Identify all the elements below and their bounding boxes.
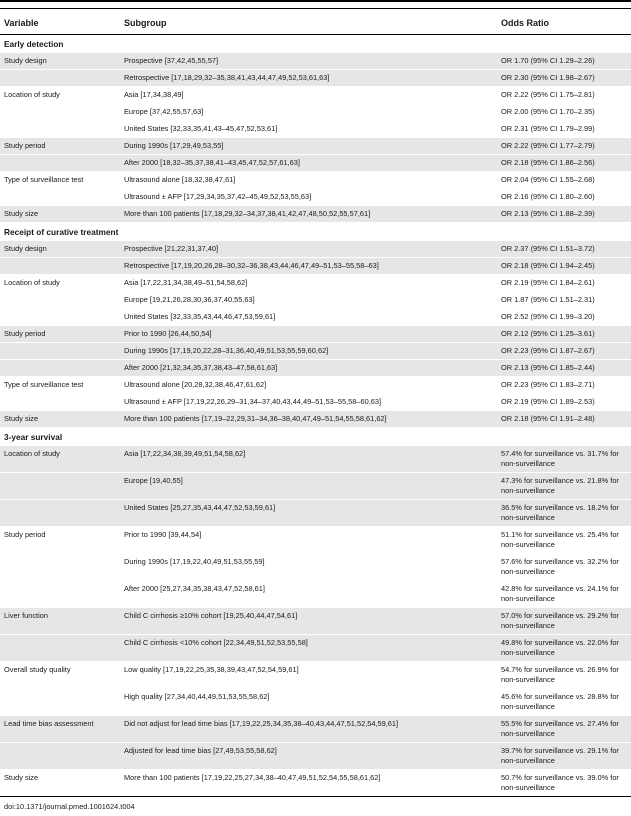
subgroup-cell: More than 100 patients [17,18,29,32–34,37,38,41,42,47,48,50,52,55,57,61] bbox=[120, 206, 497, 223]
section-title: 3-year survival bbox=[0, 428, 631, 446]
header-odds-ratio: Odds Ratio bbox=[497, 9, 631, 35]
odds-ratio-cell: 50.7% for surveillance vs. 39.0% for non-surveillance bbox=[497, 770, 631, 797]
odds-ratio-cell: OR 2.04 (95% CI 1.55–2.68) bbox=[497, 172, 631, 189]
table-row bbox=[0, 608, 631, 635]
subgroup-cell: United States [32,33,35,41,43–45,47,52,53,61] bbox=[120, 121, 497, 138]
variable-cell bbox=[0, 360, 120, 377]
odds-ratio-cell: 54.7% for surveillance vs. 26.9% for non-surveillance bbox=[497, 662, 631, 689]
variable-cell: Study size bbox=[0, 770, 120, 797]
subgroup-cell: Retrospective [17,18,29,32–35,38,41,43,44,47,49,52,53,61,63] bbox=[120, 70, 497, 87]
variable-cell: Location of study bbox=[0, 446, 120, 473]
subgroup-cell: High quality [27,34,40,44,49,51,53,55,58,62] bbox=[120, 689, 497, 716]
odds-ratio-cell: 45.6% for surveillance vs. 28.8% for non-surveillance bbox=[497, 689, 631, 716]
odds-ratio-cell: 57.4% for surveillance vs. 31.7% for non-surveillance bbox=[497, 446, 631, 473]
subgroup-cell: Low quality [17,19,22,25,35,38,39,43,47,52,54,59,61] bbox=[120, 662, 497, 689]
subgroup-cell: Europe [19,40,55] bbox=[120, 473, 497, 500]
variable-cell: Study period bbox=[0, 527, 120, 554]
subgroup-cell: After 2000 [21,32,34,35,37,38,43–47,58,61,63] bbox=[120, 360, 497, 377]
odds-ratio-cell: 57.0% for surveillance vs. 29.2% for non-surveillance bbox=[497, 608, 631, 635]
subgroup-cell: Europe [37,42,55,57,63] bbox=[120, 104, 497, 121]
table-row bbox=[0, 121, 631, 138]
table-row bbox=[0, 635, 631, 662]
variable-cell bbox=[0, 343, 120, 360]
odds-ratio-cell: 42.8% for surveillance vs. 24.1% for non-surveillance bbox=[497, 581, 631, 608]
variable-cell: Lead time bias assessment bbox=[0, 716, 120, 743]
odds-ratio-cell: OR 2.18 (95% CI 1.86–2.56) bbox=[497, 155, 631, 172]
odds-ratio-cell: OR 2.16 (95% CI 1.80–2.60) bbox=[497, 189, 631, 206]
variable-cell bbox=[0, 473, 120, 500]
odds-ratio-cell: 47.3% for surveillance vs. 21.8% for non-surveillance bbox=[497, 473, 631, 500]
odds-ratio-cell: 39.7% for surveillance vs. 29.1% for non-surveillance bbox=[497, 743, 631, 770]
table-row bbox=[0, 716, 631, 743]
table-row bbox=[0, 394, 631, 411]
top-rule bbox=[0, 0, 631, 8]
table-row bbox=[0, 500, 631, 527]
table-row bbox=[0, 172, 631, 189]
table-row bbox=[0, 343, 631, 360]
subgroup-cell: Prospective [21,22,31,37,40] bbox=[120, 241, 497, 258]
subgroup-cell: Ultrasound ± AFP [17,19,22,26,29–31,34–37,40,43,44,49–51,53–55,58–60,63] bbox=[120, 394, 497, 411]
variable-cell bbox=[0, 292, 120, 309]
table-row bbox=[0, 743, 631, 770]
subgroup-cell: Ultrasound ± AFP [17,29,34,35,37,42–45,49,52,53,55,63] bbox=[120, 189, 497, 206]
variable-cell: Overall study quality bbox=[0, 662, 120, 689]
variable-cell bbox=[0, 70, 120, 87]
odds-ratio-cell: OR 2.12 (95% CI 1.25–3.61) bbox=[497, 326, 631, 343]
odds-ratio-cell: OR 2.00 (95% CI 1.70–2.35) bbox=[497, 104, 631, 121]
header-variable: Variable bbox=[0, 9, 120, 35]
table-row bbox=[0, 309, 631, 326]
odds-ratio-cell: 55.5% for surveillance vs. 27.4% for non-surveillance bbox=[497, 716, 631, 743]
table-row bbox=[0, 377, 631, 394]
subgroup-cell: Prior to 1990 [26,44,50,54] bbox=[120, 326, 497, 343]
variable-cell bbox=[0, 500, 120, 527]
subgroup-cell: United States [25,27,35,43,44,47,52,53,59,61] bbox=[120, 500, 497, 527]
subgroup-cell: Adjusted for lead time bias [27,49,53,55,58,62] bbox=[120, 743, 497, 770]
variable-cell: Study period bbox=[0, 326, 120, 343]
variable-cell: Study period bbox=[0, 138, 120, 155]
section-header-row bbox=[0, 223, 631, 241]
table-row bbox=[0, 275, 631, 292]
variable-cell bbox=[0, 743, 120, 770]
odds-ratio-cell: OR 2.18 (95% CI 1.91–2.48) bbox=[497, 411, 631, 428]
variable-cell bbox=[0, 104, 120, 121]
header-subgroup: Subgroup bbox=[120, 9, 497, 35]
section-title: Receipt of curative treatment bbox=[0, 223, 631, 241]
variable-cell bbox=[0, 394, 120, 411]
subgroup-cell: Ultrasound alone [20,28,32,38,46,47,61,62] bbox=[120, 377, 497, 394]
table-row bbox=[0, 189, 631, 206]
subgroup-cell: More than 100 patients [17,19–22,29,31–34,36–38,40,47,49–51,54,55,58,61,62] bbox=[120, 411, 497, 428]
header-row bbox=[0, 9, 631, 35]
subgroup-cell: More than 100 patients [17,19,22,25,27,34,38–40,47,49,51,52,54,55,58,61,62] bbox=[120, 770, 497, 797]
subgroup-cell: During 1990s [17,19,22,40,49,51,53,55,59] bbox=[120, 554, 497, 581]
subgroup-cell: United States [32,33,35,43,44,46,47,53,59,61] bbox=[120, 309, 497, 326]
subgroup-cell: After 2000 [25,27,34,35,38,43,47,52,58,61] bbox=[120, 581, 497, 608]
odds-ratio-cell: OR 2.23 (95% CI 1.83–2.71) bbox=[497, 377, 631, 394]
table-row bbox=[0, 292, 631, 309]
odds-ratio-cell: OR 2.13 (95% CI 1.88–2.39) bbox=[497, 206, 631, 223]
subgroup-cell: Asia [17,22,31,34,38,49–51,54,58,62] bbox=[120, 275, 497, 292]
table-row bbox=[0, 527, 631, 554]
table-row bbox=[0, 411, 631, 428]
results-table bbox=[0, 8, 631, 797]
variable-cell: Study design bbox=[0, 241, 120, 258]
odds-ratio-cell: 36.5% for surveillance vs. 18.2% for non-surveillance bbox=[497, 500, 631, 527]
variable-cell bbox=[0, 121, 120, 138]
odds-ratio-cell: 57.6% for surveillance vs. 32.2% for non-surveillance bbox=[497, 554, 631, 581]
odds-ratio-cell: OR 2.52 (95% CI 1.99–3.20) bbox=[497, 309, 631, 326]
table-row bbox=[0, 326, 631, 343]
odds-ratio-cell: OR 2.19 (95% CI 1.89–2.53) bbox=[497, 394, 631, 411]
table-row bbox=[0, 70, 631, 87]
variable-cell bbox=[0, 635, 120, 662]
variable-cell: Study design bbox=[0, 53, 120, 70]
subgroup-cell: Prior to 1990 [39,44,54] bbox=[120, 527, 497, 554]
subgroup-cell: Did not adjust for lead time bias [17,19,22,25,34,35,38–40,43,44,47,51,52,54,59,61] bbox=[120, 716, 497, 743]
table-row bbox=[0, 581, 631, 608]
table-row bbox=[0, 53, 631, 70]
variable-cell: Type of surveillance test bbox=[0, 377, 120, 394]
table-row bbox=[0, 360, 631, 377]
variable-cell: Location of study bbox=[0, 87, 120, 104]
odds-ratio-cell: OR 1.70 (95% CI 1.29–2.26) bbox=[497, 53, 631, 70]
variable-cell: Study size bbox=[0, 411, 120, 428]
subgroup-cell: Asia [17,34,38,49] bbox=[120, 87, 497, 104]
section-header-row bbox=[0, 35, 631, 53]
table-row bbox=[0, 104, 631, 121]
table-row bbox=[0, 770, 631, 797]
odds-ratio-cell: OR 2.19 (95% CI 1.84–2.61) bbox=[497, 275, 631, 292]
odds-ratio-cell: OR 2.13 (95% CI 1.85–2.44) bbox=[497, 360, 631, 377]
table-row bbox=[0, 473, 631, 500]
table-row bbox=[0, 446, 631, 473]
subgroup-cell: Prospective [37,42,45,55,57] bbox=[120, 53, 497, 70]
table-row bbox=[0, 689, 631, 716]
variable-cell: Type of surveillance test bbox=[0, 172, 120, 189]
table-row bbox=[0, 258, 631, 275]
subgroup-cell: Retrospective [17,19,20,26,28–30,32–36,38,43,44,46,47,49–51,53–55,58–63] bbox=[120, 258, 497, 275]
variable-cell bbox=[0, 155, 120, 172]
subgroup-cell: Child C cirrhosis ≥10% cohort [19,25,40,44,47,54,61] bbox=[120, 608, 497, 635]
table-row bbox=[0, 206, 631, 223]
variable-cell: Liver function bbox=[0, 608, 120, 635]
subgroup-cell: Europe [19,21,26,28,30,36,37,40,55,63] bbox=[120, 292, 497, 309]
subgroup-cell: After 2000 [18,32–35,37,38,41–43,45,47,52,57,61,63] bbox=[120, 155, 497, 172]
section-header-row bbox=[0, 428, 631, 446]
odds-ratio-cell: 49.8% for surveillance vs. 22.0% for non-surveillance bbox=[497, 635, 631, 662]
odds-ratio-cell: OR 1.87 (95% CI 1.51–2.31) bbox=[497, 292, 631, 309]
odds-ratio-cell: OR 2.31 (95% CI 1.79–2.99) bbox=[497, 121, 631, 138]
subgroup-cell: Ultrasound alone [18,32,38,47,61] bbox=[120, 172, 497, 189]
variable-cell bbox=[0, 689, 120, 716]
subgroup-cell: Child C cirrhosis <10% cohort [22,34,49,51,52,53,55,58] bbox=[120, 635, 497, 662]
odds-ratio-cell: OR 2.23 (95% CI 1.87–2.67) bbox=[497, 343, 631, 360]
subgroup-cell: Asia [17,22,34,38,39,49,51,54,58,62] bbox=[120, 446, 497, 473]
variable-cell: Location of study bbox=[0, 275, 120, 292]
odds-ratio-cell: OR 2.30 (95% CI 1.98–2.67) bbox=[497, 70, 631, 87]
table-row bbox=[0, 241, 631, 258]
table-row bbox=[0, 662, 631, 689]
subgroup-cell: During 1990s [17,19,20,22,28–31,36,40,49,51,53,55,59,60,62] bbox=[120, 343, 497, 360]
variable-cell bbox=[0, 309, 120, 326]
odds-ratio-cell: OR 2.37 (95% CI 1.51–3.72) bbox=[497, 241, 631, 258]
table-row bbox=[0, 138, 631, 155]
variable-cell bbox=[0, 189, 120, 206]
odds-ratio-cell: 51.1% for surveillance vs. 25.4% for non-surveillance bbox=[497, 527, 631, 554]
table-body bbox=[0, 35, 631, 797]
table-row bbox=[0, 87, 631, 104]
doi-caption: doi:10.1371/journal.pmed.1001624.t004 bbox=[4, 802, 135, 811]
variable-cell: Study size bbox=[0, 206, 120, 223]
variable-cell bbox=[0, 258, 120, 275]
odds-ratio-cell: OR 2.22 (95% CI 1.77–2.79) bbox=[497, 138, 631, 155]
variable-cell bbox=[0, 581, 120, 608]
subgroup-cell: During 1990s [17,29,49,53,55] bbox=[120, 138, 497, 155]
section-title: Early detection bbox=[0, 35, 631, 53]
variable-cell bbox=[0, 554, 120, 581]
table-row bbox=[0, 155, 631, 172]
odds-ratio-cell: OR 2.18 (95% CI 1.94–2.45) bbox=[497, 258, 631, 275]
odds-ratio-cell: OR 2.22 (95% CI 1.75–2.81) bbox=[497, 87, 631, 104]
table-row bbox=[0, 554, 631, 581]
